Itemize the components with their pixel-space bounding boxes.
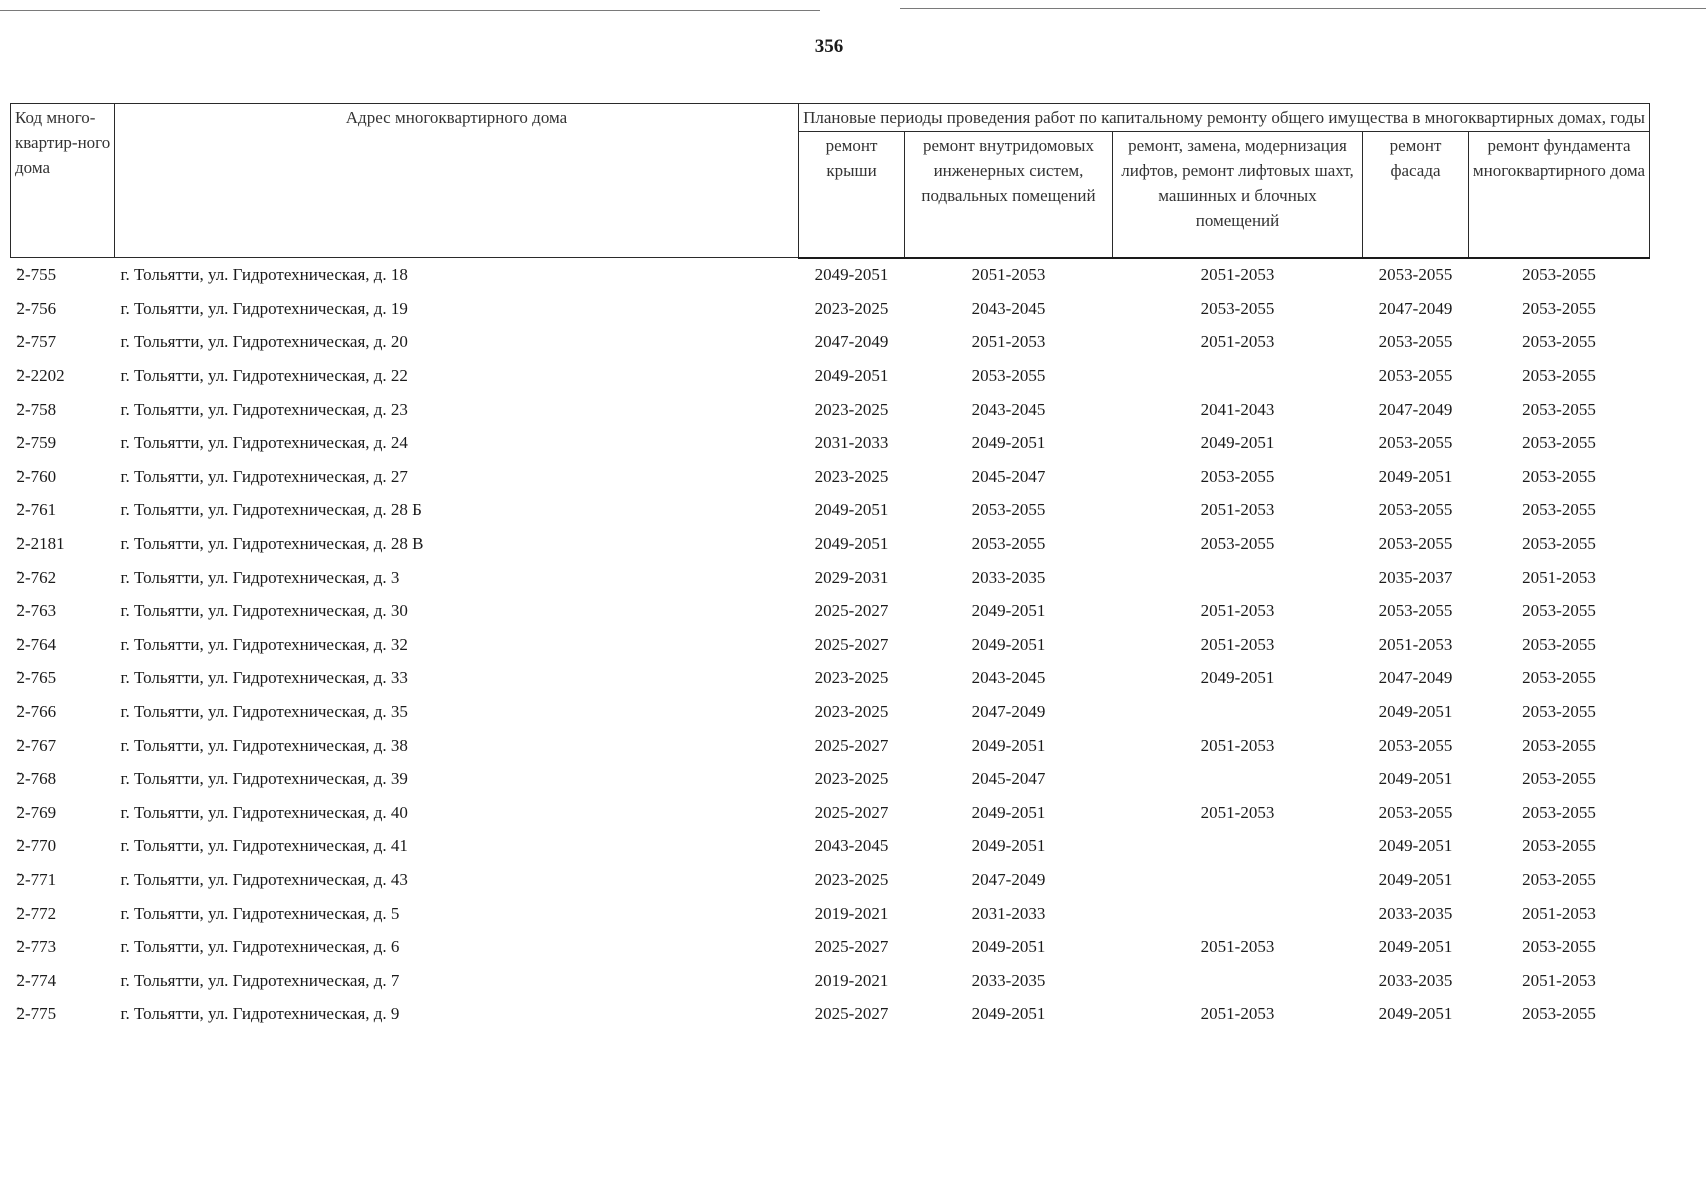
cell-address: г. Тольятти, ул. Гидротехническая, д. 3: [120, 567, 400, 587]
table-row: [11, 729, 1650, 763]
cell-facade: 2051-2053: [1378, 634, 1453, 654]
cell-roof: 2025-2027: [814, 634, 889, 654]
cell-roof: 2025-2027: [814, 802, 889, 822]
cell-address: г. Тольятти, ул. Гидротехническая, д. 5: [120, 903, 400, 923]
cell-roof: 2025-2027: [814, 1004, 889, 1024]
table-row: [11, 460, 1650, 494]
cell-code: ̃2-760: [16, 466, 57, 486]
cell-code: ̃2-764: [16, 634, 57, 654]
cell-elevators: 2051-2053: [1200, 265, 1275, 285]
cell-code: ̃2-756: [16, 298, 57, 318]
cell-roof: 2023-2025: [814, 466, 889, 486]
cell-facade: 2053-2055: [1378, 601, 1453, 621]
cell-facade: 2053-2055: [1378, 265, 1453, 285]
table-row: [11, 796, 1650, 830]
cell-foundation: 2053-2055: [1522, 466, 1596, 486]
table-row: [11, 292, 1650, 326]
cell-engineering: 2043-2045: [971, 399, 1046, 419]
cell-engineering: 2043-2045: [971, 668, 1046, 688]
cell-foundation: 2053-2055: [1522, 869, 1596, 889]
cell-foundation: 2053-2055: [1522, 500, 1596, 520]
cell-address: г. Тольятти, ул. Гидротехническая, д. 19: [120, 298, 408, 318]
cell-code: ̃2-769: [16, 802, 57, 822]
cell-elevators: [1113, 762, 1363, 796]
cell-address: г. Тольятти, ул. Гидротехническая, д. 20: [120, 332, 408, 352]
cell-elevators: [1113, 897, 1363, 931]
cell-roof: 2047-2049: [814, 332, 889, 352]
cell-code: ̃2-757: [16, 332, 57, 352]
table-row: [11, 863, 1650, 897]
cell-engineering: 2053-2055: [971, 366, 1046, 386]
cell-code: ̃2-775: [16, 1004, 57, 1024]
cell-engineering: 2031-2033: [971, 903, 1046, 923]
cell-elevators: [1113, 561, 1363, 595]
cell-address: г. Тольятти, ул. Гидротехническая, д. 35: [120, 702, 408, 722]
cell-foundation: 2053-2055: [1522, 298, 1596, 318]
cell-facade: 2047-2049: [1378, 298, 1453, 318]
table-row: [11, 998, 1650, 1032]
cell-engineering: 2033-2035: [971, 970, 1046, 990]
cell-facade: 2033-2035: [1378, 970, 1453, 990]
cell-facade: 2049-2051: [1378, 466, 1453, 486]
column-header-code: Код много-квартир-ного дома: [11, 104, 115, 258]
cell-roof: 2023-2025: [814, 769, 889, 789]
table-row: [11, 594, 1650, 628]
cell-engineering: 2049-2051: [971, 802, 1046, 822]
cell-roof: 2029-2031: [814, 567, 889, 587]
cell-code: ̃2-765: [16, 668, 57, 688]
cell-code: ̃2-759: [16, 433, 57, 453]
cell-foundation: 2053-2055: [1522, 668, 1596, 688]
cell-foundation: 2051-2053: [1522, 567, 1596, 587]
cell-roof: 2049-2051: [814, 366, 889, 386]
cell-roof: 2049-2051: [814, 534, 889, 554]
cell-code: ̃2-774: [16, 970, 57, 990]
table-row: [11, 628, 1650, 662]
cell-address: г. Тольятти, ул. Гидротехническая, д. 28 Б: [120, 500, 422, 520]
cell-facade: 2049-2051: [1378, 937, 1453, 957]
cell-facade: 2053-2055: [1378, 735, 1453, 755]
cell-facade: 2049-2051: [1378, 769, 1453, 789]
cell-roof: 2019-2021: [814, 970, 889, 990]
column-header-address: Адрес многоквартирного дома: [115, 104, 799, 258]
cell-foundation: 2053-2055: [1522, 769, 1596, 789]
cell-elevators: 2051-2053: [1200, 601, 1275, 621]
cell-roof: 2049-2051: [814, 265, 889, 285]
cell-code: ̃2-761: [16, 500, 57, 520]
cell-foundation: 2053-2055: [1522, 735, 1596, 755]
cell-elevators: 2051-2053: [1200, 802, 1275, 822]
table-row: [11, 527, 1650, 561]
table-row: [11, 695, 1650, 729]
cell-facade: 2053-2055: [1378, 500, 1453, 520]
cell-engineering: 2051-2053: [971, 265, 1046, 285]
table-row: [11, 930, 1650, 964]
cell-roof: 2031-2033: [814, 433, 889, 453]
cell-foundation: 2053-2055: [1522, 802, 1596, 822]
cell-engineering: 2053-2055: [971, 500, 1046, 520]
cell-roof: 2043-2045: [814, 836, 889, 856]
cell-code: ̃2-771: [16, 869, 57, 889]
cell-code: ̃2-767: [16, 735, 57, 755]
cell-engineering: 2049-2051: [971, 735, 1046, 755]
cell-elevators: 2053-2055: [1200, 466, 1275, 486]
cell-address: г. Тольятти, ул. Гидротехническая, д. 22: [120, 366, 408, 386]
column-header-engineering: ремонт внутридомовых инженерных систем, подвальных помещений: [905, 132, 1113, 258]
cell-elevators: 2049-2051: [1200, 668, 1275, 688]
cell-facade: 2049-2051: [1378, 869, 1453, 889]
cell-foundation: 2053-2055: [1522, 534, 1596, 554]
cell-address: г. Тольятти, ул. Гидротехническая, д. 43: [120, 869, 408, 889]
cell-elevators: [1113, 863, 1363, 897]
cell-engineering: 2051-2053: [971, 332, 1046, 352]
cell-code: ̃2-762: [16, 567, 57, 587]
cell-facade: 2053-2055: [1378, 802, 1453, 822]
cell-address: г. Тольятти, ул. Гидротехническая, д. 18: [120, 265, 408, 285]
cell-foundation: 2053-2055: [1522, 332, 1596, 352]
cell-roof: 2023-2025: [814, 399, 889, 419]
cell-facade: 2053-2055: [1378, 534, 1453, 554]
cell-elevators: [1113, 964, 1363, 998]
cell-address: г. Тольятти, ул. Гидротехническая, д. 28 В: [120, 534, 424, 554]
scan-edge-line: [0, 10, 820, 11]
cell-elevators: [1113, 359, 1363, 393]
table-row: [11, 561, 1650, 595]
cell-facade: 2053-2055: [1378, 366, 1453, 386]
cell-roof: 2019-2021: [814, 903, 889, 923]
page-number: 356: [814, 36, 844, 57]
scan-edge-line: [900, 8, 1706, 9]
cell-address: г. Тольятти, ул. Гидротехническая, д. 23: [120, 399, 408, 419]
cell-code: ̃2-772: [16, 903, 57, 923]
cell-elevators: 2051-2053: [1200, 1004, 1275, 1024]
cell-address: г. Тольятти, ул. Гидротехническая, д. 33: [120, 668, 408, 688]
cell-engineering: 2049-2051: [971, 1004, 1046, 1024]
cell-foundation: 2053-2055: [1522, 366, 1596, 386]
cell-roof: 2023-2025: [814, 702, 889, 722]
cell-code: ̃2-766: [16, 702, 57, 722]
cell-facade: 2049-2051: [1378, 1004, 1453, 1024]
cell-roof: 2023-2025: [814, 298, 889, 318]
cell-facade: 2049-2051: [1378, 702, 1453, 722]
table-row: [11, 359, 1650, 393]
cell-address: г. Тольятти, ул. Гидротехническая, д. 9: [120, 1004, 400, 1024]
cell-engineering: 2049-2051: [971, 836, 1046, 856]
table-row: [11, 326, 1650, 360]
table-row: [11, 662, 1650, 696]
table-body: [11, 258, 1650, 1032]
table-row: [11, 393, 1650, 427]
cell-foundation: 2053-2055: [1522, 601, 1596, 621]
cell-elevators: 2053-2055: [1200, 298, 1275, 318]
cell-foundation: 2051-2053: [1522, 903, 1596, 923]
cell-elevators: 2051-2053: [1200, 332, 1275, 352]
cell-foundation: 2053-2055: [1522, 836, 1596, 856]
cell-address: г. Тольятти, ул. Гидротехническая, д. 6: [120, 937, 400, 957]
capital-repair-schedule-table: [10, 103, 1650, 1031]
cell-address: г. Тольятти, ул. Гидротехническая, д. 41: [120, 836, 408, 856]
cell-elevators: 2041-2043: [1200, 399, 1275, 419]
cell-elevators: 2051-2053: [1200, 937, 1275, 957]
cell-engineering: 2047-2049: [971, 869, 1046, 889]
table-row: [11, 830, 1650, 864]
column-group-header-periods: Плановые периоды проведения работ по капитальному ремонту общего имущества в многоквартирных домах, годы: [799, 104, 1650, 132]
cell-elevators: 2051-2053: [1200, 735, 1275, 755]
cell-engineering: 2047-2049: [971, 702, 1046, 722]
cell-foundation: 2053-2055: [1522, 433, 1596, 453]
column-header-roof: ремонт крыши: [799, 132, 905, 258]
cell-engineering: 2049-2051: [971, 634, 1046, 654]
cell-elevators: [1113, 830, 1363, 864]
cell-address: г. Тольятти, ул. Гидротехническая, д. 38: [120, 735, 408, 755]
cell-facade: 2049-2051: [1378, 836, 1453, 856]
table-row: [11, 494, 1650, 528]
cell-code: ̃2-770: [16, 836, 57, 856]
cell-address: г. Тольятти, ул. Гидротехническая, д. 24: [120, 433, 408, 453]
cell-code: ̃2-763: [16, 601, 57, 621]
cell-roof: 2025-2027: [814, 735, 889, 755]
cell-foundation: 2053-2055: [1522, 702, 1596, 722]
table-row: [11, 964, 1650, 998]
cell-engineering: 2043-2045: [971, 298, 1046, 318]
cell-address: г. Тольятти, ул. Гидротехническая, д. 30: [120, 601, 408, 621]
cell-address: г. Тольятти, ул. Гидротехническая, д. 40: [120, 802, 408, 822]
cell-code: ̃2-758: [16, 399, 57, 419]
cell-code: ̃2-755: [16, 265, 57, 285]
cell-foundation: 2053-2055: [1522, 937, 1596, 957]
cell-foundation: 2053-2055: [1522, 265, 1596, 285]
cell-code: ̃2-768: [16, 769, 57, 789]
cell-roof: 2049-2051: [814, 500, 889, 520]
cell-foundation: 2053-2055: [1522, 1004, 1596, 1024]
cell-roof: 2023-2025: [814, 668, 889, 688]
table-row: [11, 897, 1650, 931]
cell-engineering: 2045-2047: [971, 466, 1046, 486]
cell-elevators: 2053-2055: [1200, 534, 1275, 554]
cell-address: г. Тольятти, ул. Гидротехническая, д. 27: [120, 466, 408, 486]
cell-code: ̃2-2202: [16, 366, 65, 386]
column-header-facade: ремонт фасада: [1363, 132, 1469, 258]
table-row: [11, 426, 1650, 460]
cell-elevators: [1113, 695, 1363, 729]
cell-foundation: 2053-2055: [1522, 634, 1596, 654]
cell-facade: 2053-2055: [1378, 332, 1453, 352]
cell-elevators: 2049-2051: [1200, 433, 1275, 453]
cell-elevators: 2051-2053: [1200, 634, 1275, 654]
cell-roof: 2025-2027: [814, 601, 889, 621]
cell-engineering: 2049-2051: [971, 937, 1046, 957]
cell-foundation: 2053-2055: [1522, 399, 1596, 419]
cell-roof: 2023-2025: [814, 869, 889, 889]
cell-engineering: 2053-2055: [971, 534, 1046, 554]
cell-facade: 2035-2037: [1378, 567, 1453, 587]
cell-address: г. Тольятти, ул. Гидротехническая, д. 39: [120, 769, 408, 789]
column-header-foundation: ремонт фундамента многоквартирного дома: [1469, 132, 1650, 258]
cell-elevators: 2051-2053: [1200, 500, 1275, 520]
cell-facade: 2047-2049: [1378, 668, 1453, 688]
cell-facade: 2053-2055: [1378, 433, 1453, 453]
cell-facade: 2047-2049: [1378, 399, 1453, 419]
cell-code: ̃2-773: [16, 937, 57, 957]
cell-facade: 2033-2035: [1378, 903, 1453, 923]
cell-engineering: 2033-2035: [971, 567, 1046, 587]
table-row: [11, 258, 1650, 293]
cell-foundation: 2051-2053: [1522, 970, 1596, 990]
column-header-elevators: ремонт, замена, модернизация лифтов, ремонт лифтовых шахт, машинных и блочных помещений: [1113, 132, 1363, 258]
cell-code: ̃2-2181: [16, 534, 65, 554]
cell-engineering: 2049-2051: [971, 601, 1046, 621]
cell-engineering: 2049-2051: [971, 433, 1046, 453]
cell-engineering: 2045-2047: [971, 769, 1046, 789]
table-row: [11, 762, 1650, 796]
cell-address: г. Тольятти, ул. Гидротехническая, д. 7: [120, 970, 400, 990]
cell-address: г. Тольятти, ул. Гидротехническая, д. 32: [120, 634, 408, 654]
cell-roof: 2025-2027: [814, 937, 889, 957]
